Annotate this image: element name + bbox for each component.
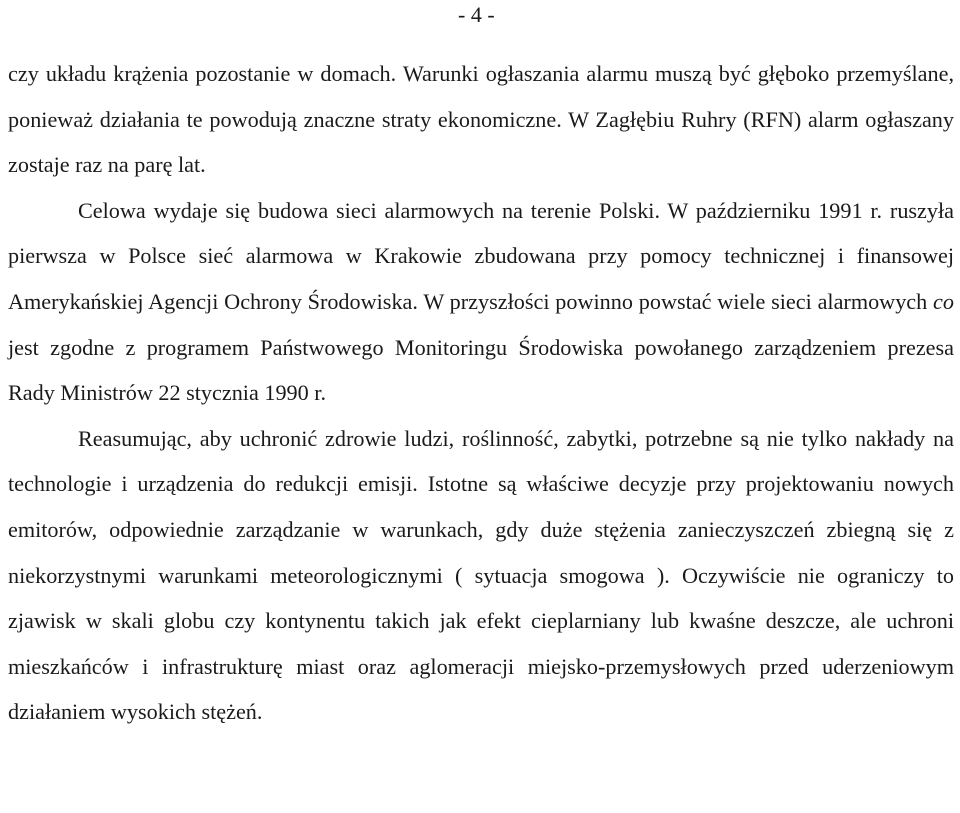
paragraph-1 [8, 51, 954, 188]
paragraph-1-text: czy układu krążenia pozostanie w domach. Warunki ogłaszania alarmu muszą być głęboko przemyślane, ponieważ działania te powodują znaczne straty ekonomiczne. W Zagłębiu Ruhry (RFN) alarm ogłaszany zostaje raz na parę lat. [8, 61, 954, 178]
paragraph-2 [8, 188, 954, 416]
paragraph-2-text-end: jest zgodne z programem Państwowego Monitoringu Środowiska powołanego zarządzeniem prezesa Rady Ministrów 22 stycznia 1990 r. [8, 334, 954, 406]
document-body [8, 51, 954, 735]
page-number: - 4 - [458, 2, 495, 27]
paragraph-2-text-start: Celowa wydaje się budowa sieci alarmowych na terenie Polski. W październiku 1991 r. ruszyła pierwsza w Polsce sieć alarmowa w Krakowie zbudowana przy pomocy technicznej i finansowej Amerykańskiej Agencji Ochrony Środowiska. W przyszłości powinno powstać wiele sieci alarmowych [8, 197, 954, 314]
paragraph-3-text: Reasumując, aby uchronić zdrowie ludzi, roślinność, zabytki, potrzebne są nie tylko nakłady na technologie i urządzenia do redukcji emisji. Istotne są właściwe decyzje przy projektowaniu nowych emitorów, odpowiednie zarządzanie w warunkach, gdy duże stężenia zanieczyszczeń zbiegną się z niekorzystnymi warunkami meteorologicznymi ( sytuacja smogowa ). Oczywiście nie ograniczy to zjawisk w skali globu czy kontynentu takich jak efekt cieplarniany lub kwaśne deszcze, ale uchroni mieszkańców i infrastrukturę miast oraz aglomeracji miejsko-przemysłowych przed uderzeniowym działaniem wysokich stężeń. [8, 425, 954, 725]
paragraph-2-italic-word: co [933, 288, 954, 314]
paragraph-3 [8, 416, 954, 735]
